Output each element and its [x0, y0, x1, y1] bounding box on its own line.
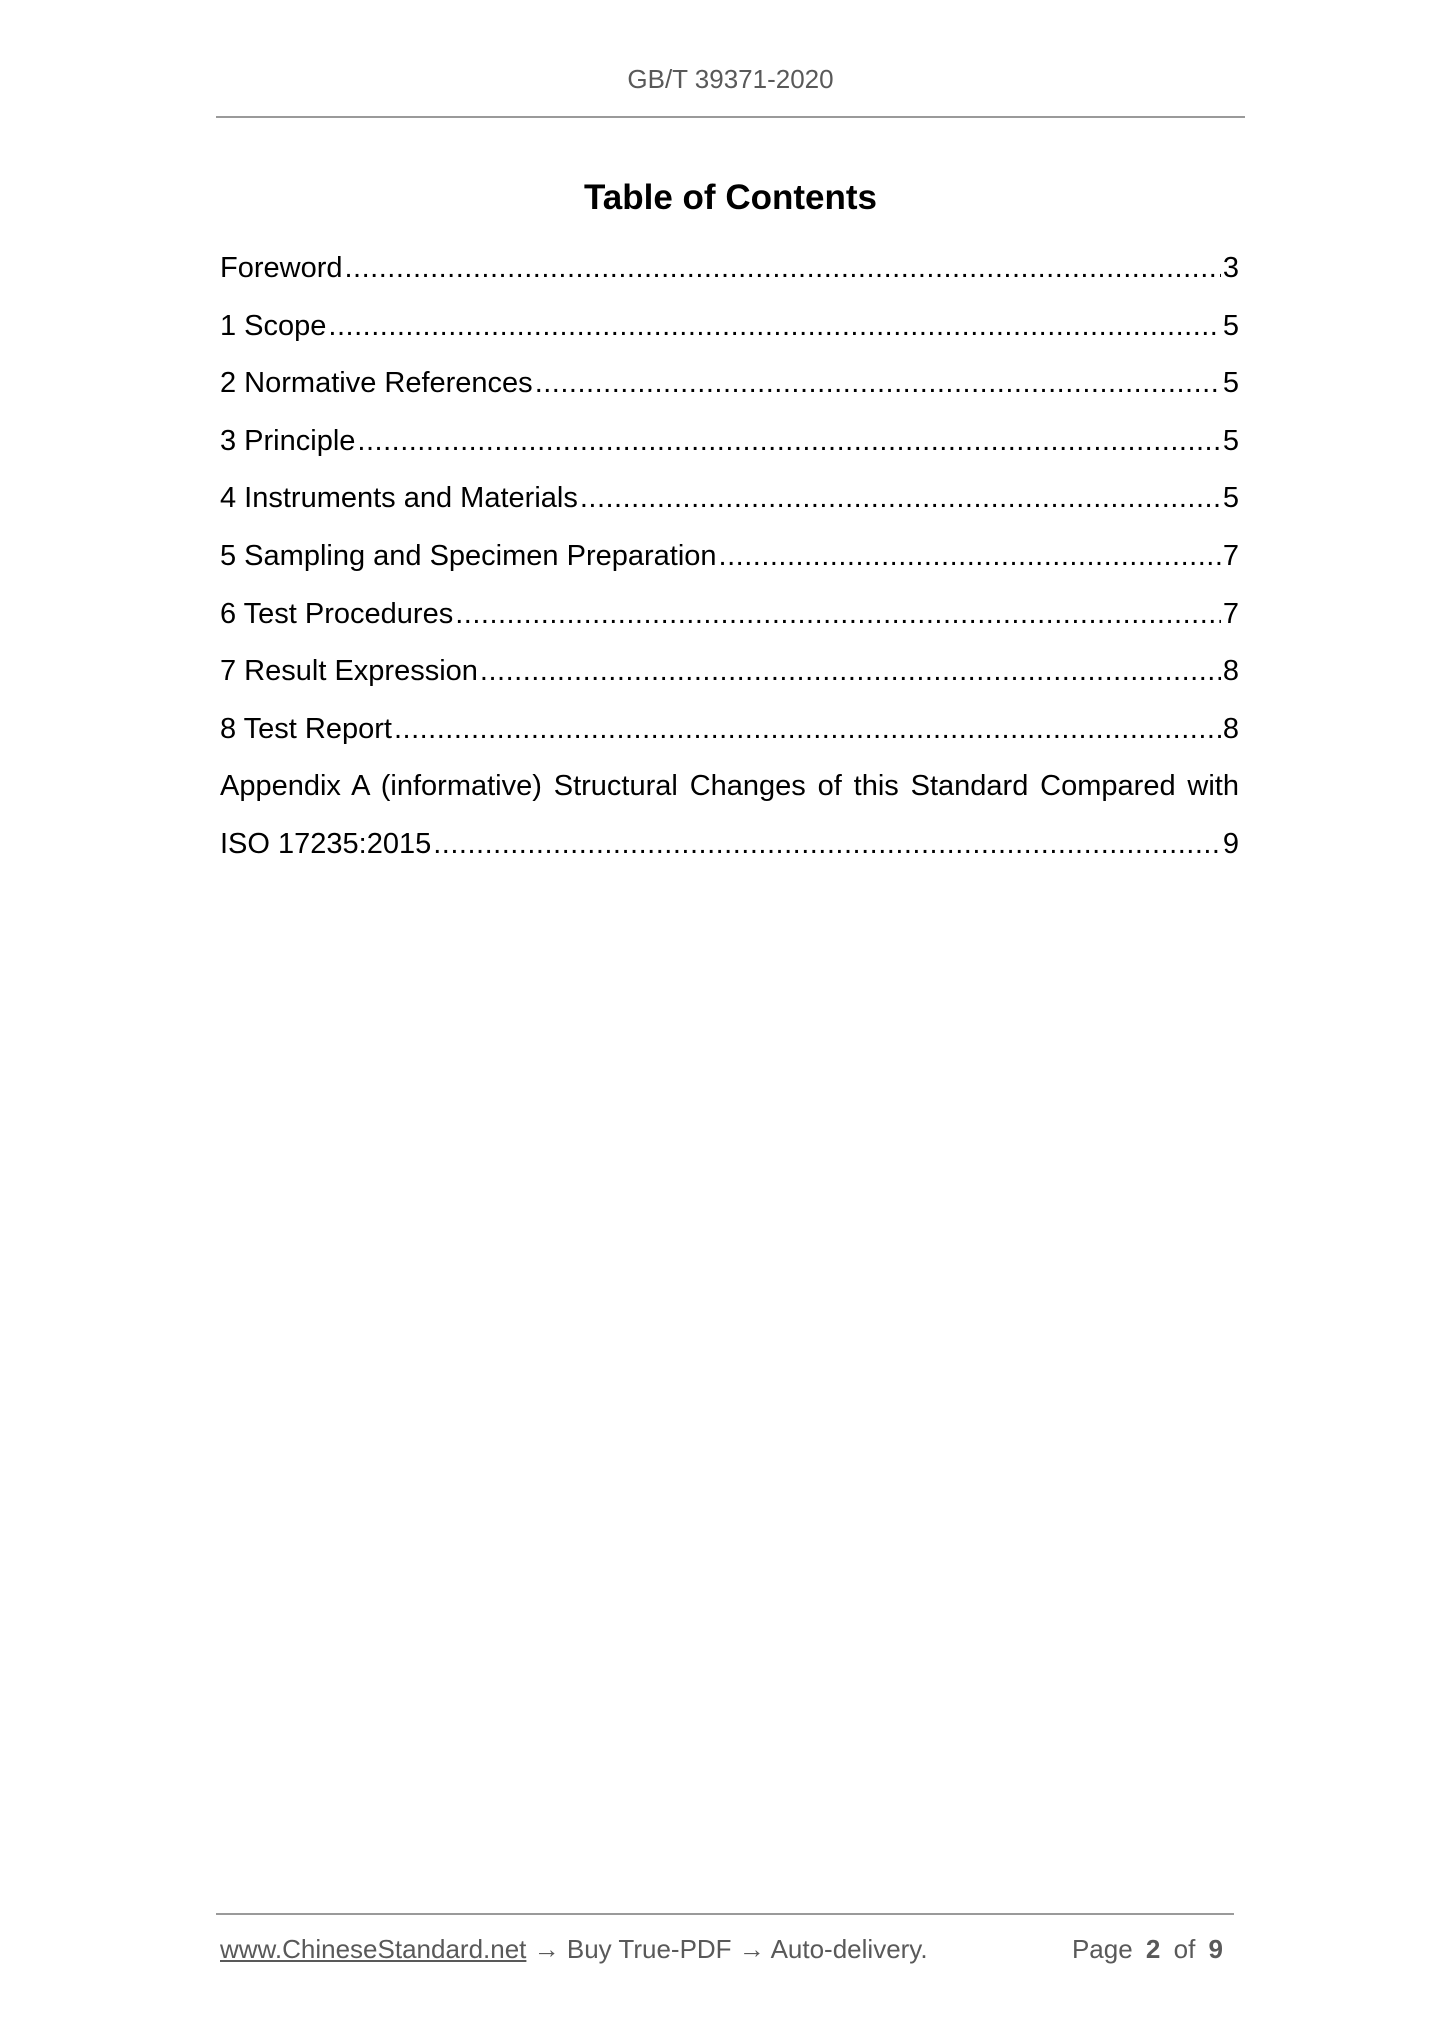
- dot-leader: [455, 590, 1221, 638]
- toc-entry-page: 5: [1222, 309, 1239, 342]
- dot-leader: [328, 302, 1220, 350]
- toc-entry-page: 5: [1222, 424, 1239, 457]
- toc-entry-label: Appendix A (informative) Structural Changes of this Standard Compared with: [220, 770, 1239, 803]
- table-of-contents: [220, 244, 1239, 878]
- toc-entry-label: 7 Result Expression: [220, 655, 478, 688]
- toc-entry-result-expression[interactable]: [220, 647, 1239, 705]
- page-title: Table of Contents: [584, 178, 877, 217]
- toc-entry-label: 3 Principle: [220, 424, 356, 457]
- footer-promo: [220, 1934, 928, 1965]
- page-label: Page: [1071, 1934, 1133, 1964]
- toc-entry-page: 7: [1222, 539, 1239, 572]
- page-current: 2: [1145, 1934, 1161, 1964]
- toc-entry-foreword[interactable]: [220, 244, 1239, 302]
- toc-entry-page: 5: [1222, 367, 1239, 400]
- toc-entry-label: 4 Instruments and Materials: [220, 482, 578, 515]
- toc-entry-instruments[interactable]: [220, 474, 1239, 532]
- toc-entry-sampling[interactable]: [220, 532, 1239, 590]
- toc-entry-test-report[interactable]: [220, 705, 1239, 763]
- toc-entry-page: 8: [1222, 655, 1239, 688]
- toc-entry-label: 6 Test Procedures: [220, 597, 454, 630]
- toc-entry-label: 5 Sampling and Specimen Preparation: [220, 539, 717, 572]
- toc-entry-appendix-a-continued[interactable]: [220, 820, 1239, 878]
- dot-leader: [433, 820, 1221, 868]
- footer-divider: [216, 1913, 1234, 1915]
- toc-entry-label: 1 Scope: [220, 309, 327, 342]
- toc-entry-label: 2 Normative References: [220, 367, 533, 400]
- toc-entry-label: ISO 17235:2015: [220, 827, 432, 860]
- header-divider: [216, 116, 1245, 118]
- page-number: [1072, 1934, 1229, 1965]
- dot-leader: [357, 417, 1220, 465]
- website-link[interactable]: www.ChineseStandard.net: [220, 1934, 527, 1964]
- toc-entry-appendix-a[interactable]: [220, 762, 1239, 820]
- toc-entry-principle[interactable]: [220, 417, 1239, 475]
- dot-leader: [345, 244, 1221, 292]
- page-of: of: [1173, 1934, 1196, 1964]
- toc-entry-label: 8 Test Report: [220, 712, 392, 745]
- toc-entry-label: Foreword: [220, 252, 343, 284]
- toc-entry-scope[interactable]: [220, 302, 1239, 360]
- toc-entry-page: 5: [1222, 482, 1239, 515]
- page-total: 9: [1208, 1934, 1223, 1964]
- dot-leader: [719, 532, 1221, 580]
- footer-promo-text: → Buy True-PDF → Auto-delivery.: [526, 1934, 928, 1964]
- toc-entry-page: 7: [1222, 597, 1239, 630]
- toc-entry-normative-references[interactable]: [220, 359, 1239, 417]
- toc-entry-test-procedures[interactable]: [220, 590, 1239, 648]
- toc-entry-page: 8: [1222, 712, 1239, 745]
- dot-leader: [580, 474, 1221, 522]
- toc-entry-page: 3: [1222, 252, 1239, 284]
- dot-leader: [394, 705, 1221, 753]
- running-header: GB/T 39371-2020: [627, 64, 834, 94]
- toc-entry-page: 9: [1222, 827, 1239, 860]
- dot-leader: [535, 359, 1221, 407]
- dot-leader: [480, 647, 1221, 695]
